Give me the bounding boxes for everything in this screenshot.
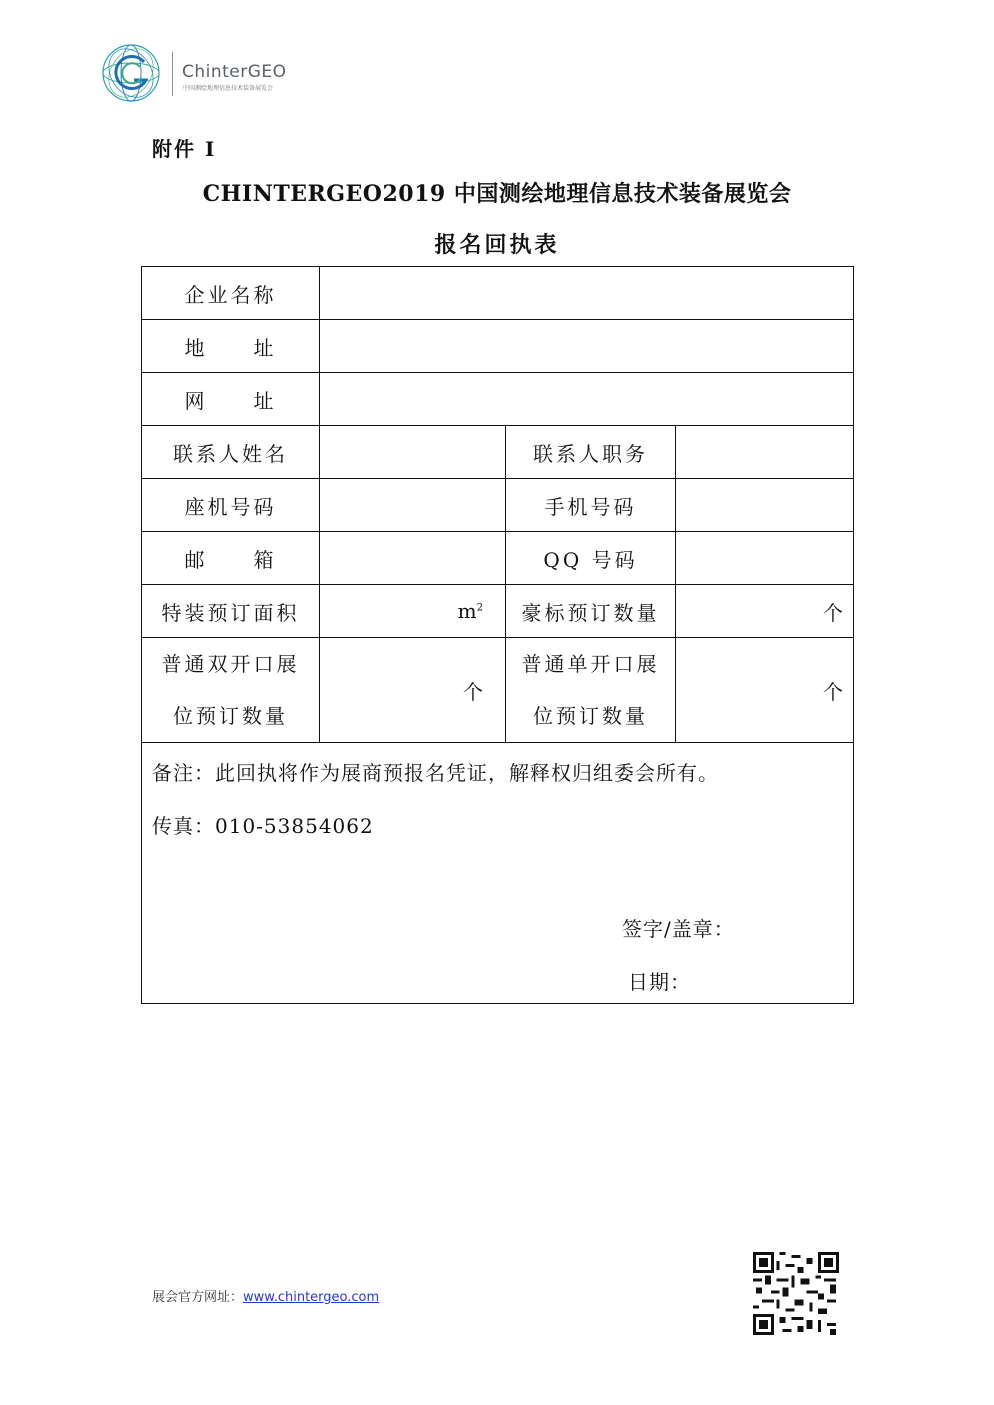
- email-label: 邮 箱: [142, 532, 320, 585]
- notes-cell: [142, 743, 854, 1004]
- document-title: CHINTERGEO2019 中国测绘地理信息技术装备展览会: [202, 181, 792, 207]
- qr-code-icon: [753, 1252, 839, 1335]
- landline-label: 座机号码: [142, 479, 320, 532]
- single-open-label-line1: 普通单开口展: [521, 652, 660, 676]
- logo-brand-text: ChinterGEO: [182, 62, 287, 82]
- table-row: [142, 532, 854, 585]
- table-row: [142, 638, 854, 743]
- qq-label: QQ 号码: [506, 532, 676, 585]
- contact-title-field[interactable]: [676, 426, 854, 479]
- landline-field[interactable]: [320, 479, 506, 532]
- website-link[interactable]: www.chintergeo.com: [243, 1290, 380, 1305]
- special-area-label: 特装预订面积: [142, 585, 320, 638]
- single-open-label-line2: 位预订数量: [533, 704, 648, 728]
- luxury-booth-label: 豪标预订数量: [506, 585, 676, 638]
- registration-form-table: [141, 266, 854, 1004]
- contact-name-label: 联系人姓名: [142, 426, 320, 479]
- qq-field[interactable]: [676, 532, 854, 585]
- double-open-booth-label: [142, 638, 320, 743]
- single-open-unit: 个: [823, 679, 844, 704]
- email-field[interactable]: [320, 532, 506, 585]
- footer: [152, 1286, 379, 1305]
- table-row: [142, 373, 854, 426]
- company-name-field[interactable]: [320, 267, 854, 320]
- table-row: [142, 585, 854, 638]
- fax-text: 传真：010-53854062: [152, 814, 374, 838]
- contact-title-label: 联系人职务: [506, 426, 676, 479]
- address-label: 地 址: [142, 320, 320, 373]
- signature-label: 签字/盖章：: [622, 917, 735, 941]
- website-field[interactable]: [320, 373, 854, 426]
- table-row: [142, 479, 854, 532]
- double-open-booth-field[interactable]: [320, 638, 506, 743]
- website-label: 网 址: [142, 373, 320, 426]
- luxury-booth-unit: 个: [823, 600, 844, 625]
- table-row: [142, 743, 854, 1004]
- single-open-booth-field[interactable]: [676, 638, 854, 743]
- footer-label: 展会官方网址：: [152, 1290, 244, 1305]
- contact-name-field[interactable]: [320, 426, 506, 479]
- table-row: [142, 320, 854, 373]
- globe-logo-icon: [100, 42, 162, 104]
- chintergeo-logo: [100, 42, 300, 104]
- table-row: [142, 267, 854, 320]
- address-field[interactable]: [320, 320, 854, 373]
- area-unit-exponent: 2: [476, 602, 483, 614]
- double-open-unit: 个: [463, 679, 483, 704]
- logo-tagline: 中国测绘地理信息技术装备展览会: [183, 85, 274, 92]
- single-open-booth-label: [506, 638, 676, 743]
- remark-text: 备注：此回执将作为展商预报名凭证，解释权归组委会所有。: [152, 761, 719, 785]
- logo-divider: [172, 52, 173, 96]
- mobile-field[interactable]: [676, 479, 854, 532]
- attachment-label: 附件 I: [152, 137, 217, 161]
- date-label: 日期：: [628, 970, 691, 994]
- company-name-label: 企业名称: [142, 267, 320, 320]
- mobile-label: 手机号码: [506, 479, 676, 532]
- double-open-label-line2: 位预订数量: [173, 704, 288, 728]
- area-unit: m: [457, 599, 477, 623]
- special-area-field[interactable]: [320, 585, 506, 638]
- double-open-label-line1: 普通双开口展: [161, 652, 300, 676]
- document-subtitle: 报名回执表: [434, 232, 560, 258]
- table-row: [142, 426, 854, 479]
- luxury-booth-field[interactable]: [676, 585, 854, 638]
